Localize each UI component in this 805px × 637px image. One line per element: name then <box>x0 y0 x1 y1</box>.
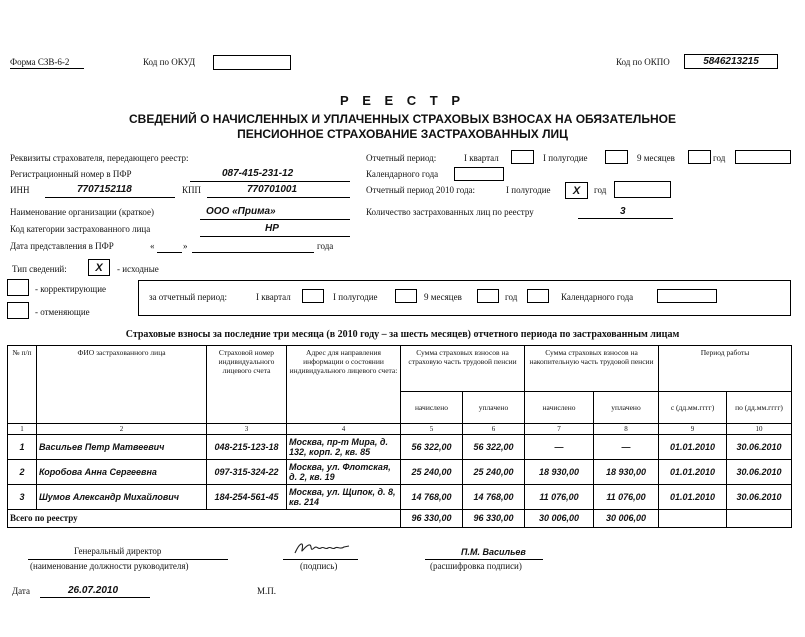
row-to: 30.06.2010 <box>727 435 792 460</box>
okud-field[interactable] <box>213 55 291 70</box>
period-q1-label: I квартал <box>464 153 499 163</box>
row-snils: 097-315-324-22 <box>207 460 287 485</box>
total-label: Всего по реестру <box>8 510 401 528</box>
row-fund-paid: — <box>594 435 659 460</box>
divider <box>10 68 84 69</box>
org-name-label: Наименование организации (краткое) <box>10 207 154 217</box>
date-label: Дата <box>12 586 30 596</box>
date-quote-open: « <box>150 241 155 251</box>
row-ins-accrued: 25 240,00 <box>401 460 463 485</box>
insured-count-value: 3 <box>620 206 626 217</box>
position-caption: (наименование должности руководителя) <box>30 561 189 571</box>
row-number: 3 <box>8 485 37 510</box>
row-fund-paid: 18 930,00 <box>594 460 659 485</box>
period-9m-checkbox[interactable] <box>688 150 711 164</box>
correction-year-checkbox[interactable] <box>527 289 549 303</box>
period-2010-year-label: год <box>594 185 607 195</box>
table-caption: Страховые взносы за последние три месяца (в 2010 году – за шесть месяцев) отчетного периода по застрахованным лицам <box>125 329 680 340</box>
header-fund-paid: уплачено <box>594 392 659 424</box>
row-ins-paid: 25 240,00 <box>463 460 525 485</box>
total-ins-paid: 96 330,00 <box>463 510 525 528</box>
correction-cal-label: Календарного года <box>561 292 634 302</box>
stamp-label: М.П. <box>257 586 277 596</box>
header-to: по (дд.мм.гггг) <box>727 392 792 424</box>
col-number: 10 <box>727 424 792 435</box>
reg-number-label: Регистрационный номер в ПФР <box>10 169 132 179</box>
requisites-label: Реквизиты страхователя, передающего реестр: <box>10 153 189 163</box>
table-row <box>8 460 792 485</box>
title-line2: СВЕДЕНИЙ О НАЧИСЛЕННЫХ И УПЛАЧЕННЫХ СТРАХОВЫХ ВЗНОСАХ НА ОБЯЗАТЕЛЬНОЕ <box>129 112 676 126</box>
correction-year-label: год <box>505 292 518 302</box>
calendar-year-field[interactable] <box>454 167 504 181</box>
okud-label: Код по ОКУД <box>143 57 196 67</box>
row-snils: 184-254-561-45 <box>207 485 287 510</box>
period-2010-year-field[interactable] <box>614 181 671 198</box>
row-number: 1 <box>8 435 37 460</box>
row-address: Москва, ул. Щипок, д. 8, кв. 214 <box>287 485 401 510</box>
total-ins-accrued: 96 330,00 <box>401 510 463 528</box>
period-9m-label: 9 месяцев <box>637 153 675 163</box>
header-fund-accrued: начислено <box>525 392 594 424</box>
row-address: Москва, пр-т Мира, д. 132, корп. 2, кв. 85 <box>287 435 401 460</box>
header-ins-accrued: начислено <box>401 392 463 424</box>
row-to: 30.06.2010 <box>727 485 792 510</box>
okpo-field[interactable]: 5846213215 <box>684 54 778 69</box>
row-fio: Шумов Александр Михайлович <box>37 485 207 510</box>
insured-count-label: Количество застрахованных лиц по реестру <box>366 207 534 217</box>
info-type-initial-checkbox[interactable]: X <box>88 259 110 276</box>
signer-caption: (расшифровка подписи) <box>430 561 522 571</box>
period-2010-label: Отчетный период 2010 года: <box>366 185 476 195</box>
correction-h1-label: I полугодие <box>333 292 378 302</box>
info-type-cancel-checkbox[interactable] <box>7 302 29 319</box>
header-address: Адрес для направления информации о состоянии индивидуального лицевого счета: <box>287 346 401 424</box>
insured-table <box>7 345 792 528</box>
title-reestr: Р Е Е С Т Р <box>339 93 466 108</box>
kpp-label: КПП <box>182 185 202 195</box>
correction-period-label: за отчетный период: <box>149 292 227 302</box>
row-fund-accrued: — <box>525 435 594 460</box>
header-insurance-part: Сумма страховых взносов на страховую часть трудовой пенсии <box>401 346 525 392</box>
submission-date-label: Дата представления в ПФР <box>10 241 114 251</box>
row-ins-accrued: 56 322,00 <box>401 435 463 460</box>
date-year-label: года <box>317 241 334 251</box>
inn-label: ИНН <box>10 185 30 195</box>
form-label: Форма СЗВ-6-2 <box>10 57 70 67</box>
date-line <box>40 597 150 598</box>
row-snils: 048-215-123-18 <box>207 435 287 460</box>
org-name-line <box>200 219 350 220</box>
info-type-cancel-label: - отменяющие <box>35 307 90 317</box>
col-number: 5 <box>401 424 463 435</box>
row-from: 01.01.2010 <box>659 435 727 460</box>
header-funded-part: Сумма страховых взносов на накопительную часть трудовой пенсии <box>525 346 659 392</box>
info-type-initial-label: - исходные <box>117 264 159 274</box>
total-empty <box>727 510 792 528</box>
info-type-corrective-checkbox[interactable] <box>7 279 29 296</box>
correction-9m-checkbox[interactable] <box>477 289 499 303</box>
period-year-label: год <box>713 153 726 163</box>
signature-caption: (подпись) <box>300 561 338 571</box>
col-number: 6 <box>463 424 525 435</box>
date-quote-close: » <box>183 241 188 251</box>
total-fund-paid: 30 006,00 <box>594 510 659 528</box>
row-fio: Васильев Петр Матвеевич <box>37 435 207 460</box>
category-label: Код категории застрахованного лица <box>10 224 151 234</box>
col-number: 2 <box>37 424 207 435</box>
category-value: НР <box>265 223 279 234</box>
header-fio: ФИО застрахованного лица <box>37 346 207 424</box>
period-year-field[interactable] <box>735 150 791 164</box>
info-type-corrective-label: - корректирующие <box>35 284 107 294</box>
period-h1-checkbox[interactable] <box>605 150 628 164</box>
correction-9m-label: 9 месяцев <box>424 292 462 302</box>
row-to: 30.06.2010 <box>727 460 792 485</box>
col-number: 4 <box>287 424 401 435</box>
row-number: 2 <box>8 460 37 485</box>
signature-image <box>292 538 352 558</box>
col-number: 1 <box>8 424 37 435</box>
col-number: 3 <box>207 424 287 435</box>
org-name-value: ООО «Прима» <box>206 206 276 217</box>
kpp-value: 770701001 <box>247 184 298 195</box>
report-period-label: Отчетный период: <box>366 153 437 163</box>
reg-number-value: 087-415-231-12 <box>222 168 294 179</box>
row-fio: Коробова Анна Сергеевна <box>37 460 207 485</box>
row-from: 01.01.2010 <box>659 485 727 510</box>
inn-line <box>45 197 175 198</box>
period-h1-label: I полугодие <box>543 153 588 163</box>
signature-line <box>283 559 358 560</box>
title-line3: ПЕНСИОННОЕ СТРАХОВАНИЕ ЗАСТРАХОВАННЫХ ЛИЦ <box>237 127 568 141</box>
inn-value: 7707152118 <box>77 184 132 195</box>
period-2010-h1-label: I полугодие <box>506 185 551 195</box>
header-snils: Страховой номер индивидуального лицевого счета <box>207 346 287 424</box>
col-number: 9 <box>659 424 727 435</box>
row-ins-accrued: 14 768,00 <box>401 485 463 510</box>
table-row <box>8 485 792 510</box>
table-row <box>8 435 792 460</box>
correction-h1-checkbox[interactable] <box>395 289 417 303</box>
date-day-line[interactable] <box>157 252 182 253</box>
header-from: с (дд.мм.гггг) <box>659 392 727 424</box>
col-number: 8 <box>594 424 659 435</box>
header-num: № п/п <box>8 346 37 424</box>
row-fund-paid: 11 076,00 <box>594 485 659 510</box>
signer-name: П.М. Васильев <box>461 547 526 557</box>
row-from: 01.01.2010 <box>659 460 727 485</box>
okpo-label: Код по ОКПО <box>616 57 670 67</box>
info-type-label: Тип сведений: <box>12 264 67 274</box>
header-ins-paid: уплачено <box>463 392 525 424</box>
col-number: 7 <box>525 424 594 435</box>
date-month-line[interactable] <box>192 252 314 253</box>
period-2010-h1-checkbox[interactable]: X <box>565 182 588 199</box>
row-ins-paid: 56 322,00 <box>463 435 525 460</box>
row-ins-paid: 14 768,00 <box>463 485 525 510</box>
position-line <box>28 559 228 560</box>
date-value: 26.07.2010 <box>68 585 119 596</box>
row-fund-accrued: 18 930,00 <box>525 460 594 485</box>
row-address: Москва, ул. Флотская, д. 2, кв. 19 <box>287 460 401 485</box>
correction-cal-field[interactable] <box>657 289 717 303</box>
insured-count-line <box>578 218 673 219</box>
kpp-line <box>207 197 350 198</box>
total-fund-accrued: 30 006,00 <box>525 510 594 528</box>
row-fund-accrued: 11 076,00 <box>525 485 594 510</box>
header-work-period: Период работы <box>659 346 792 392</box>
total-empty <box>659 510 727 528</box>
table-total-row <box>8 510 792 528</box>
reg-number-line <box>190 181 350 182</box>
period-q1-checkbox[interactable] <box>511 150 534 164</box>
signer-line <box>425 559 543 560</box>
calendar-year-label: Календарного года <box>366 169 439 179</box>
correction-q1-checkbox[interactable] <box>302 289 324 303</box>
director-position: Генеральный директор <box>74 546 162 556</box>
correction-q1-label: I квартал <box>256 292 291 302</box>
category-line <box>200 236 350 237</box>
